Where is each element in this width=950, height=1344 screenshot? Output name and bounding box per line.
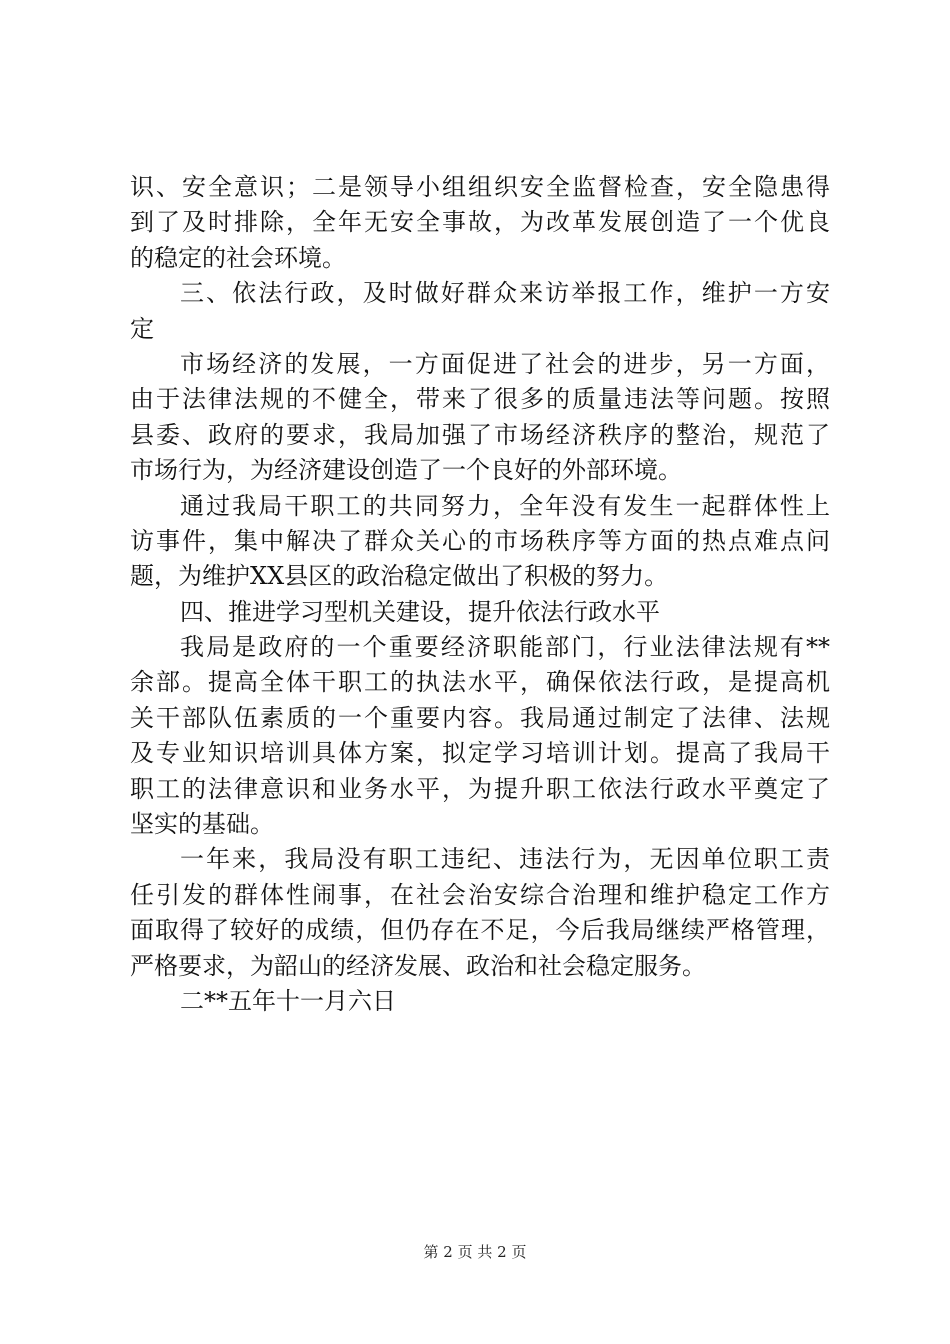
text-line: 访事件，集中解决了群众关心的市场秩序等方面的热点难点问	[130, 526, 830, 555]
text-line: 题，为维护XX县区的政治稳定做出了积极的努力。	[130, 562, 669, 591]
text-line: 严格要求，为韶山的经济发展、政治和社会稳定服务。	[130, 951, 706, 980]
text-line: 任引发的群体性闹事，在社会治安综合治理和维护稳定工作方	[130, 880, 830, 909]
text-line: 定	[130, 314, 154, 343]
text-line: 我局是政府的一个重要经济职能部门，行业法律法规有**	[180, 633, 830, 662]
text-line: 坚实的基础。	[130, 810, 274, 839]
text-line: 县委、政府的要求，我局加强了市场经济秩序的整治，规范了	[130, 420, 830, 449]
page-footer: 第 2 页 共 2 页	[423, 1243, 527, 1261]
text-line: 四、推进学习型机关建设，提升依法行政水平	[180, 597, 660, 626]
text-line: 面取得了较好的成绩，但仍存在不足，今后我局继续严格管理，	[130, 916, 830, 945]
text-line: 通过我局干职工的共同努力，全年没有发生一起群体性上	[180, 491, 830, 520]
text-line: 到了及时排除，全年无安全事故，为改革发展创造了一个优良	[130, 208, 830, 237]
text-line: 市场经济的发展，一方面促进了社会的进步，另一方面，	[180, 349, 830, 378]
text-line: 余部。提高全体干职工的执法水平，确保依法行政，是提高机	[130, 668, 830, 697]
text-line: 三、依法行政，及时做好群众来访举报工作，维护一方安	[180, 279, 830, 308]
text-line: 二**五年十一月六日	[180, 986, 396, 1015]
text-line: 市场行为，为经济建设创造了一个良好的外部环境。	[130, 456, 682, 485]
text-line: 识、安全意识；二是领导小组组织安全监督检查，安全隐患得	[130, 173, 830, 201]
text-line: 一年来，我局没有职工违纪、违法行为，无因单位职工责	[180, 845, 830, 874]
text-line: 及专业知识培训具体方案，拟定学习培训计划。提高了我局干	[130, 739, 830, 768]
text-line: 关干部队伍素质的一个重要内容。我局通过制定了法律、法规	[130, 703, 830, 732]
text-line: 由于法律法规的不健全，带来了很多的质量违法等问题。按照	[130, 385, 830, 414]
text-line: 的稳定的社会环境。	[130, 243, 346, 272]
document-body	[130, 170, 830, 1019]
text-line: 职工的法律意识和业务水平，为提升职工依法行政水平奠定了	[130, 774, 830, 803]
